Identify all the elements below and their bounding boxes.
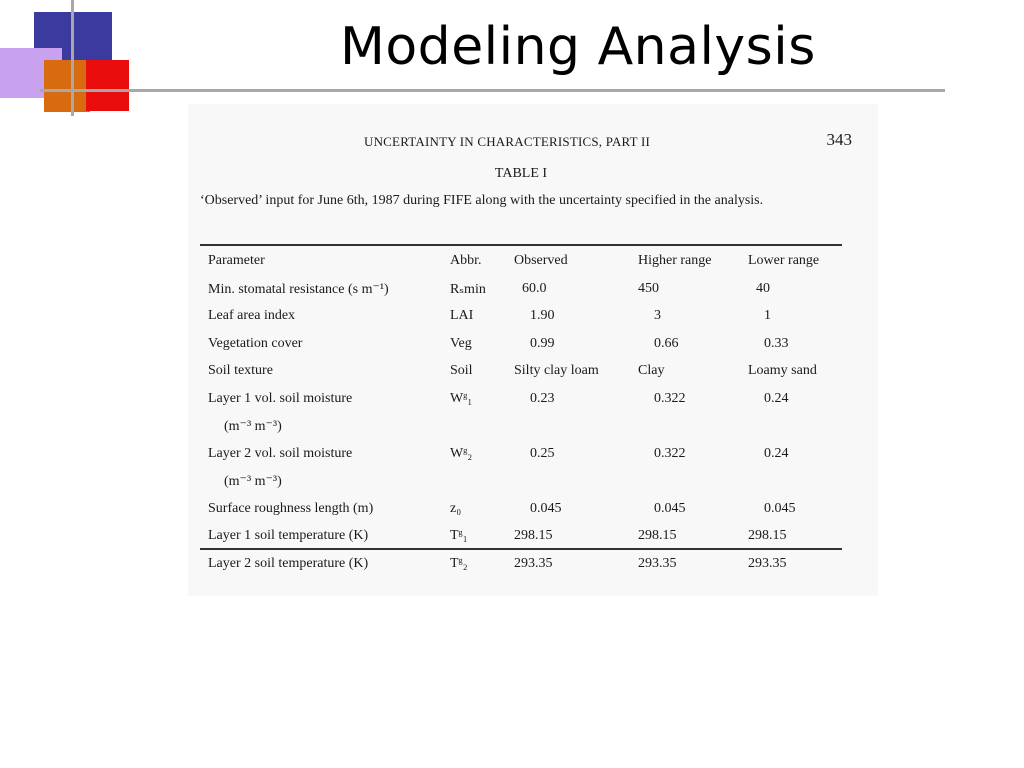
table-cell: 3 [654, 308, 661, 323]
table-cell: 0.322 [654, 390, 686, 406]
table-cell: LAI [450, 308, 474, 323]
table-cell: 0.24 [764, 445, 789, 461]
table-cell: Layer 1 vol. soil moisture [208, 390, 353, 406]
table-cell: Surface roughness length (m) [208, 500, 374, 516]
table-cell: Layer 1 soil temperature (K) [208, 528, 369, 543]
table-cell: 1.90 [530, 308, 555, 323]
table-cell: Loamy sand [748, 363, 817, 378]
table-cell [450, 415, 514, 443]
table-row [208, 360, 848, 388]
table-cell: 298.15 [514, 528, 553, 543]
table-cell: Rₛmin [450, 281, 486, 297]
header-cell: Lower range [748, 253, 820, 268]
table-cell: 0.322 [654, 445, 686, 461]
table-cell: 298.15 [748, 528, 787, 543]
table-header-row [208, 250, 848, 278]
table-cell: z₀ [450, 500, 462, 516]
table-row [208, 278, 848, 306]
table-cell: 293.35 [514, 555, 553, 571]
table-cell: 0.99 [530, 335, 555, 351]
table-cell: Min. stomatal resistance (s m⁻¹) [208, 281, 389, 297]
table-row [208, 305, 848, 333]
table-cell: 0.045 [654, 500, 686, 516]
table-cell: (m⁻³ m⁻³) [224, 474, 282, 489]
table-cell: 0.25 [530, 445, 555, 461]
decorative-red-square [86, 60, 129, 111]
table-cell: 0.23 [530, 390, 555, 406]
table-row [208, 443, 848, 471]
table-cell: Tᵍ₂ [450, 555, 468, 571]
scanned-table-image [188, 104, 878, 596]
table-cell [514, 415, 638, 443]
table-cell [450, 470, 514, 498]
table-label: TABLE I [494, 166, 548, 181]
table-row [208, 498, 848, 526]
table-cell: 1 [764, 308, 771, 323]
table-cell [514, 470, 638, 498]
table-cell: Tᵍ₁ [450, 528, 468, 543]
table-row [208, 388, 848, 416]
table-row [208, 470, 848, 498]
table-cell: 0.24 [764, 390, 789, 406]
table-row [208, 415, 848, 443]
table-cell: 298.15 [638, 528, 677, 543]
table-cell: Clay [638, 363, 665, 378]
decorative-horizontal-line [40, 89, 945, 92]
table-top-rule [200, 244, 842, 246]
table-row [208, 333, 848, 361]
decorative-orange-square [44, 60, 90, 112]
header-cell: Higher range [638, 253, 712, 268]
table-cell: 0.66 [654, 335, 679, 351]
table-cell: Vegetation cover [208, 335, 303, 351]
header-cell: Abbr. [450, 253, 482, 268]
table-cell: Silty clay loam [514, 363, 599, 378]
table-cell: Soil texture [208, 363, 273, 378]
header-cell: Observed [514, 253, 568, 268]
table-cell: 0.33 [764, 335, 789, 351]
table-cell: (m⁻³ m⁻³) [224, 419, 282, 434]
table-cell: 40 [756, 280, 770, 296]
table-bottom-rule [200, 548, 842, 550]
table-cell [638, 470, 748, 498]
slide-title: Modeling Analysis [340, 17, 816, 77]
data-table [208, 250, 848, 580]
page-number: 343 [826, 130, 852, 149]
table-row [208, 553, 848, 581]
header-cell: Parameter [208, 253, 265, 268]
table-cell: 0.045 [530, 500, 562, 516]
table-cell: Veg [450, 335, 472, 351]
table-caption: ‘Observed’ input for June 6th, 1987 during FIFE along with the uncertainty specified in the analysis. [200, 193, 764, 208]
table-cell: Soil [450, 363, 473, 378]
table-cell: Wᵍ₁ [450, 390, 473, 406]
running-head: UNCERTAINTY IN CHARACTERISTICS, PART II [364, 134, 651, 149]
table-cell: Layer 2 vol. soil moisture [208, 445, 353, 461]
table-cell: 0.045 [764, 500, 796, 516]
table-cell: 293.35 [638, 555, 677, 571]
decorative-vertical-line [71, 0, 74, 116]
table-cell: Wᵍ₂ [450, 445, 473, 461]
table-cell [748, 415, 848, 443]
table-cell: Leaf area index [208, 308, 296, 323]
table-cell: 293.35 [748, 555, 787, 571]
table-cell [748, 470, 848, 498]
table-cell [638, 415, 748, 443]
table-cell: Layer 2 soil temperature (K) [208, 555, 369, 571]
table-cell: 450 [638, 280, 659, 296]
table-cell: 60.0 [522, 280, 547, 296]
